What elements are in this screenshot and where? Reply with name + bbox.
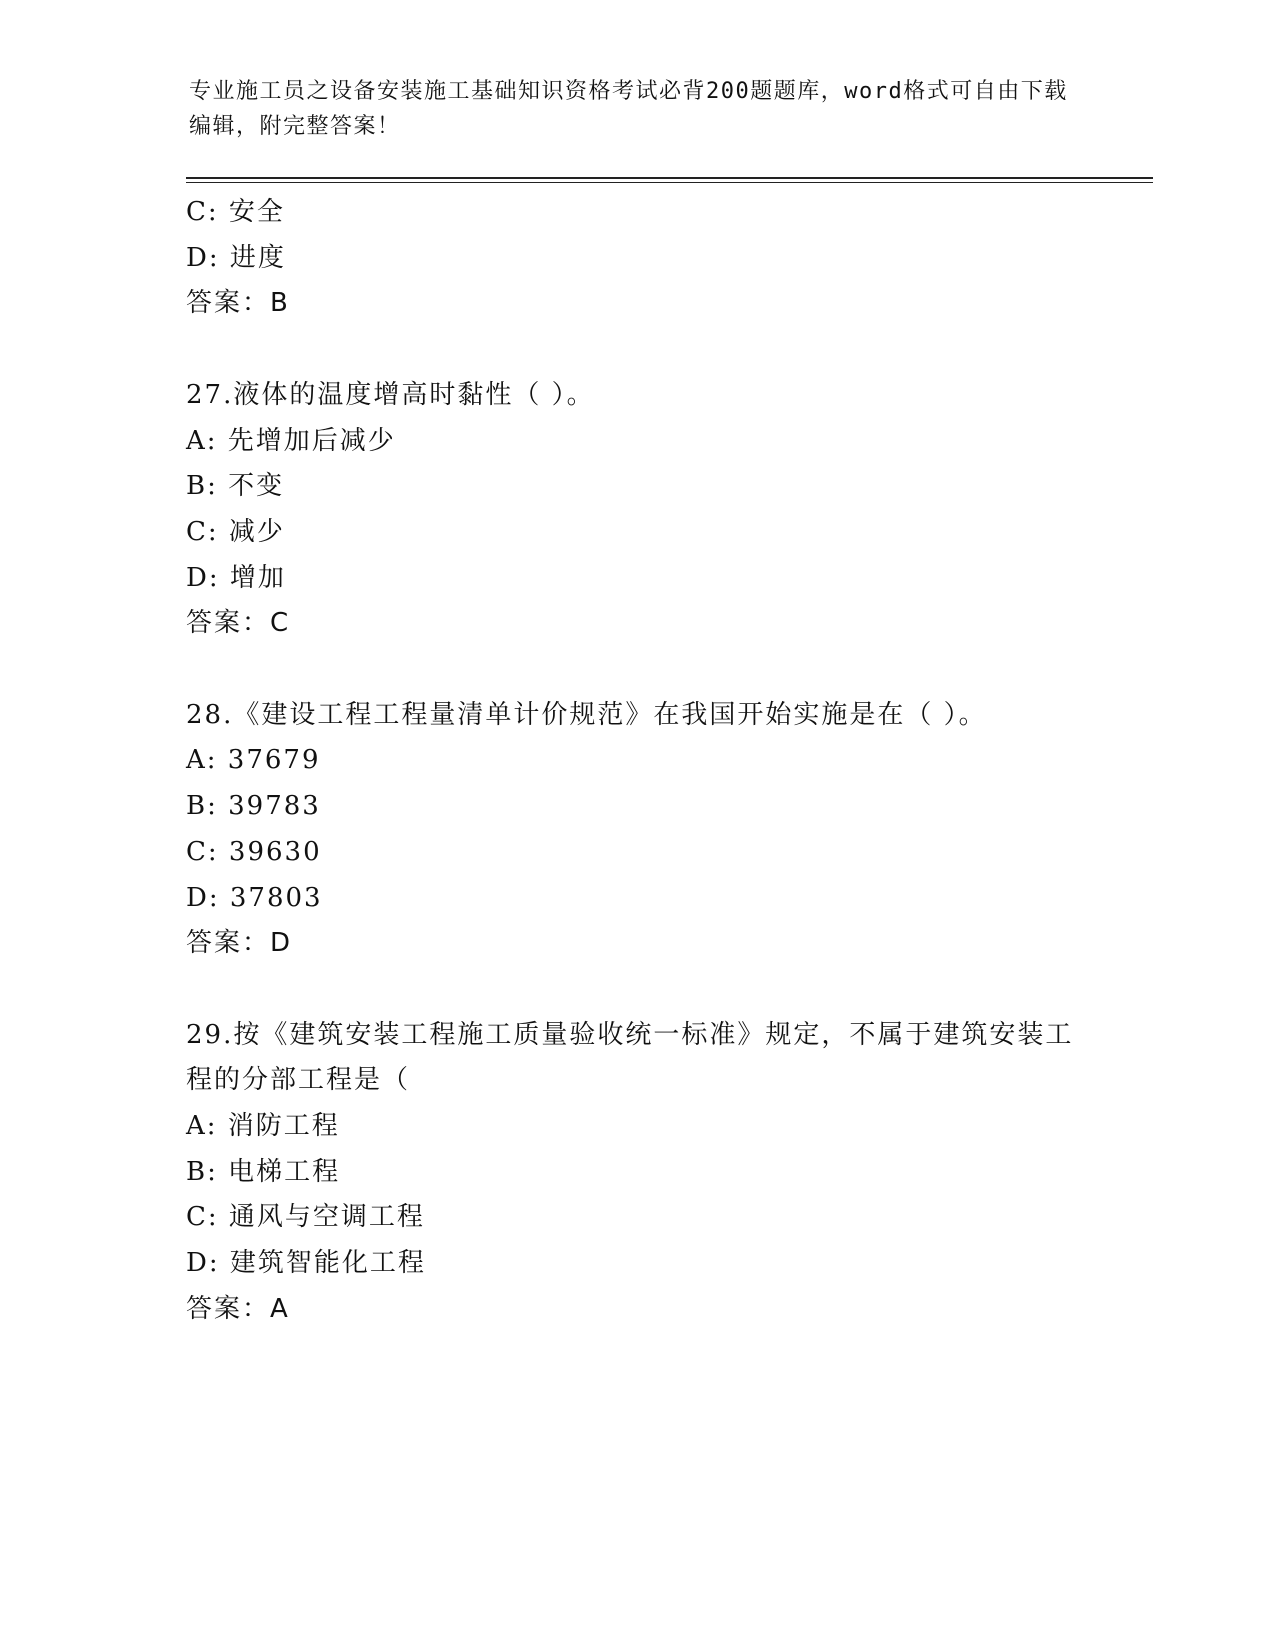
document-body: [186, 190, 1086, 1333]
option-b: B: 不变: [186, 471, 285, 502]
option-d: D: 增加: [186, 562, 286, 593]
spacer: [186, 647, 1086, 693]
option-c: C: 减少: [186, 516, 285, 547]
header-rule-thin: [186, 182, 1153, 183]
answer-line: 答案：B: [186, 288, 290, 319]
question-text: 29.按《建筑安装工程施工质量验收统一标准》规定，不属于建筑安装工程的分部工程是（: [186, 1019, 1074, 1096]
question-text: 28.《建设工程工程量清单计价规范》在我国开始实施是在（ ）。: [186, 699, 987, 730]
spacer: [186, 967, 1086, 1013]
spacer: [186, 327, 1086, 373]
option-c: C: 通风与空调工程: [186, 1202, 425, 1233]
answer-line: 答案：C: [186, 608, 291, 639]
question-block: [186, 373, 1086, 647]
option-d: D: 进度: [186, 242, 286, 273]
document-header: 专业施工员之设备安装施工基础知识资格考试必背200题题库，word格式可自由下载编辑，附完整答案！: [189, 79, 1068, 139]
option-a: A: 消防工程: [186, 1111, 340, 1142]
answer-line: 答案：A: [186, 1293, 290, 1324]
option-d: D: 37803: [186, 882, 323, 913]
option-c: C: 39630: [186, 836, 322, 867]
question-block: [186, 1013, 1086, 1333]
question-block: [186, 693, 1086, 967]
option-d: D: 建筑智能化工程: [186, 1248, 426, 1279]
option-a: A: 37679: [186, 745, 321, 776]
option-c: C: 安全: [186, 197, 285, 227]
option-b: B: 39783: [186, 791, 321, 822]
question-text: 27.液体的温度增高时黏性（ ）。: [186, 379, 595, 410]
option-b: B: 电梯工程: [186, 1156, 341, 1187]
header-rule-thick: [186, 177, 1153, 179]
question-fragment: [186, 190, 1086, 327]
answer-line: 答案：D: [186, 928, 293, 959]
option-a: A: 先增加后减少: [186, 425, 396, 456]
